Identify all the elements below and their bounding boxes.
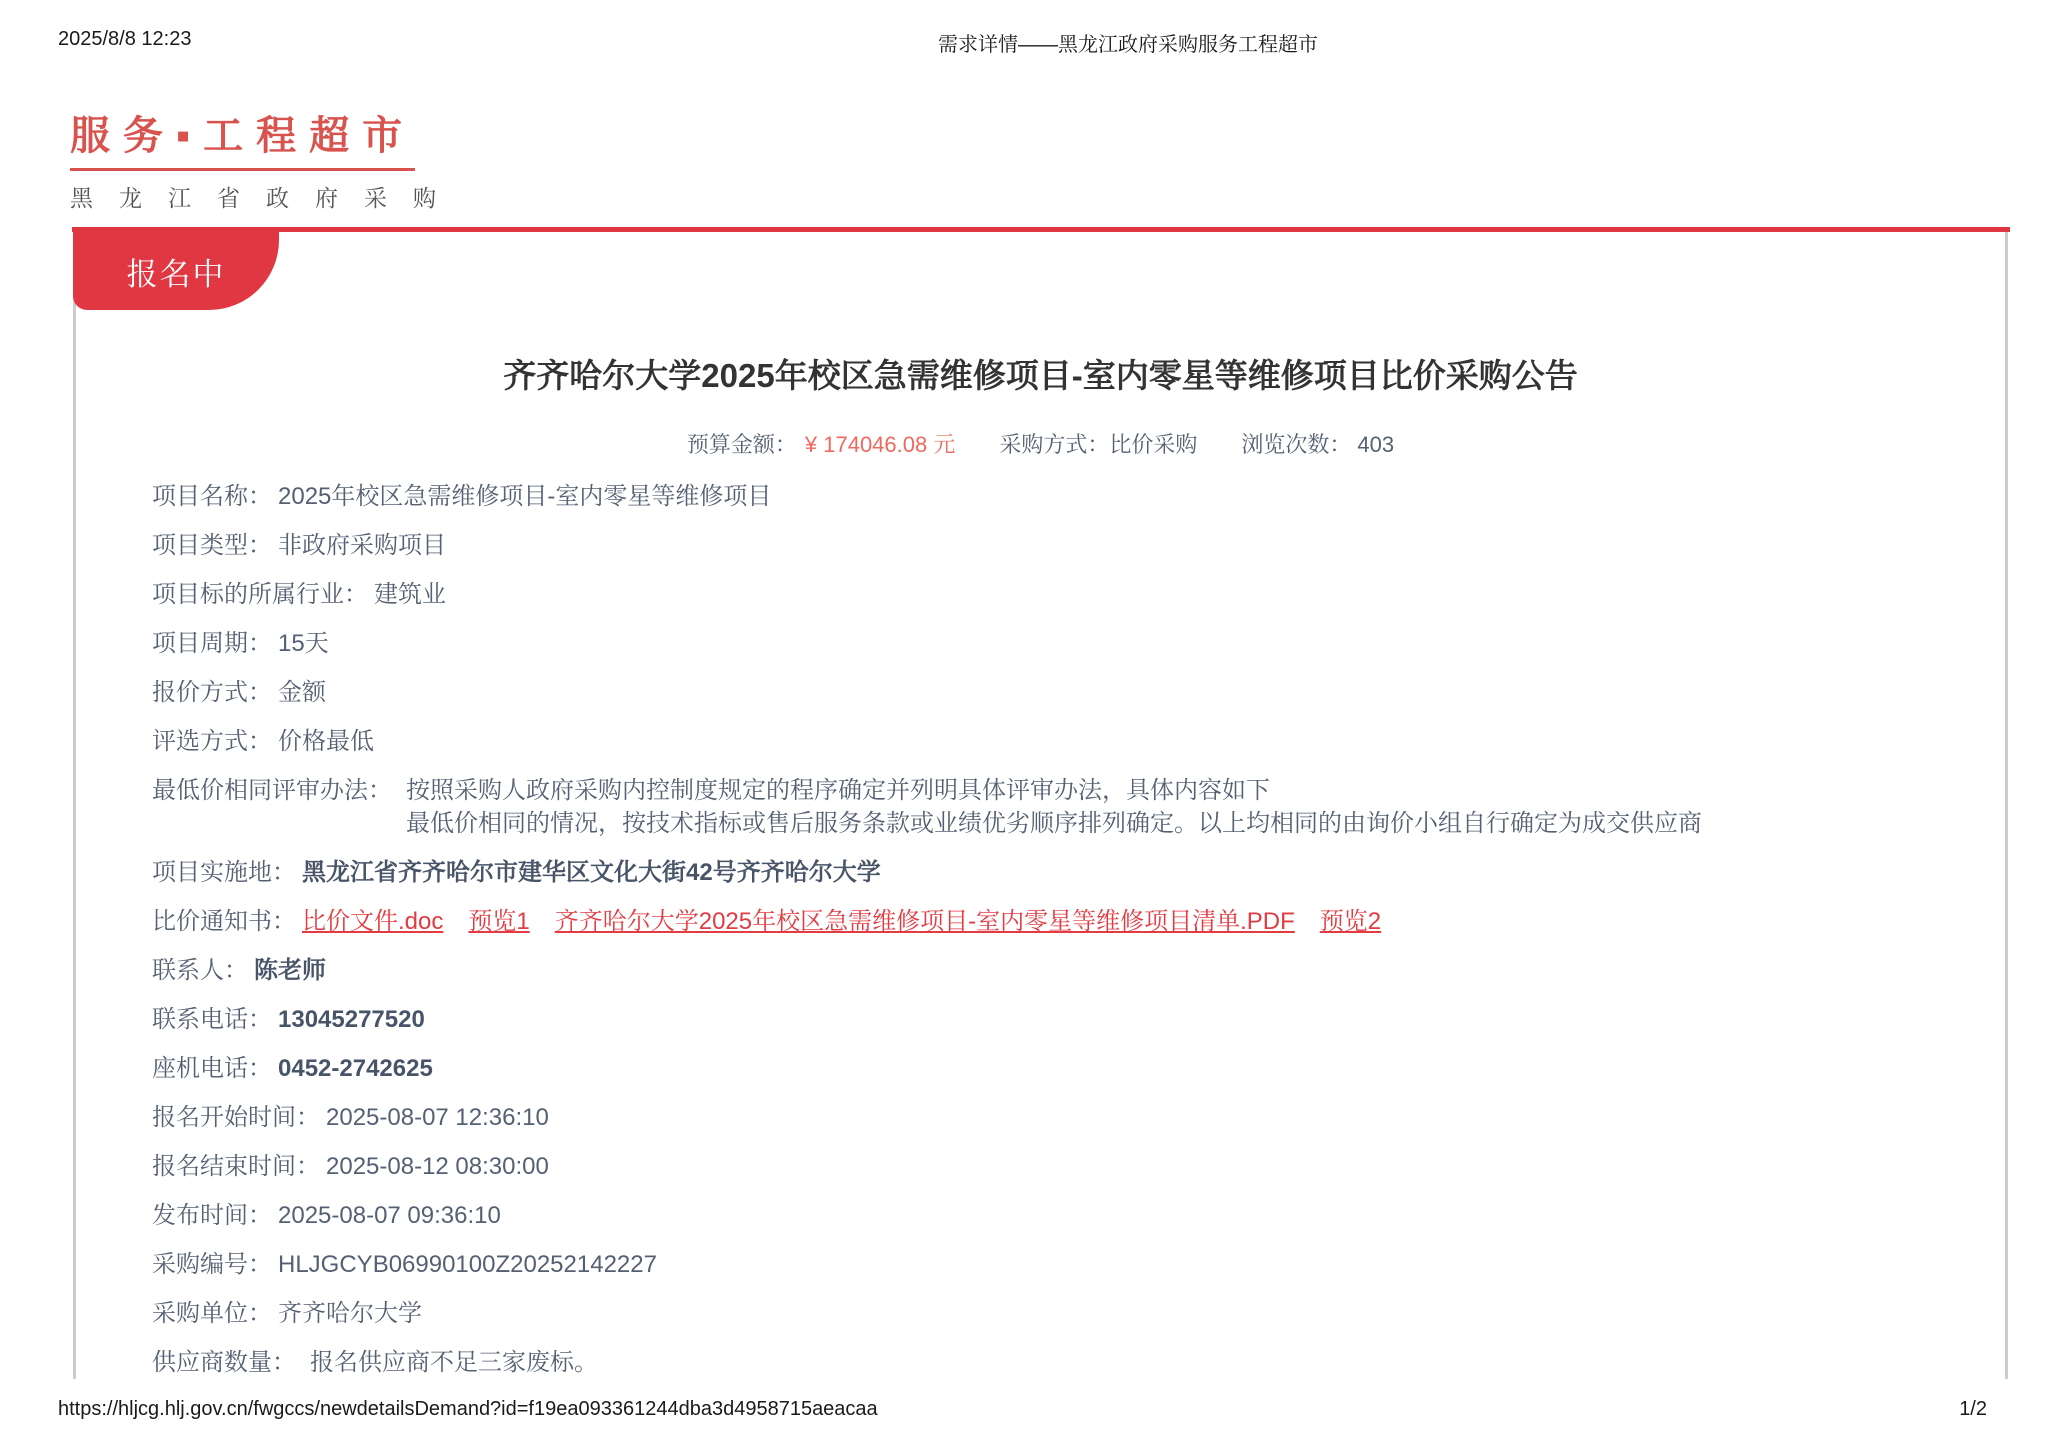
field-value-line: 按照采购人政府采购内控制度规定的程序确定并列明具体评审办法，具体内容如下 xyxy=(406,777,1270,804)
attachment-link[interactable]: 预览2 xyxy=(1319,908,1382,935)
field-label: 评选方式： xyxy=(152,728,272,755)
field-row xyxy=(152,725,1965,758)
method-label: 采购方式： xyxy=(999,432,1110,457)
field-value: 2025年校区急需维修项目-室内零星等维修项目 xyxy=(278,483,772,510)
field-label: 发布时间： xyxy=(152,1202,272,1229)
field-value: 价格最低 xyxy=(278,728,374,755)
field-label: 联系人： xyxy=(152,957,248,984)
field-value: 黑龙江省齐齐哈尔市建华区文化大街42号齐齐哈尔大学 xyxy=(302,859,881,886)
field-value-line: 最低价相同的情况，按技术指标或售后服务条款或业绩优劣顺序排列确定。以上均相同的由询价小组自行确定为成交供应商 xyxy=(406,810,1702,837)
field-value: 报名供应商不足三家废标。 xyxy=(310,1349,598,1376)
field-value: 非政府采购项目 xyxy=(278,532,446,559)
field-label: 采购单位： xyxy=(152,1300,272,1327)
field-label: 项目实施地： xyxy=(152,859,296,886)
site-logo-subtitle: 黑龙江省政府采购 xyxy=(70,185,462,211)
field-value: 2025-08-07 12:36:10 xyxy=(326,1104,549,1131)
site-logo xyxy=(70,104,462,213)
field-row xyxy=(152,529,1965,562)
field-row xyxy=(152,1101,1965,1134)
field-row xyxy=(152,1297,1965,1330)
field-row xyxy=(152,1052,1965,1085)
field-row xyxy=(152,905,1965,938)
fields-list xyxy=(152,480,1965,1395)
field-value: 2025-08-07 09:36:10 xyxy=(278,1202,501,1229)
field-label: 联系电话： xyxy=(152,1006,272,1033)
field-value: 齐齐哈尔大学 xyxy=(278,1300,422,1327)
print-footer-url: https://hljcg.hlj.gov.cn/fwgccs/newdetailsDemand?id=f19ea093361244dba3d4958715aeacaa xyxy=(58,1398,878,1420)
notice-title: 齐齐哈尔大学2025年校区急需维修项目-室内零星等维修项目比价采购公告 xyxy=(503,357,1578,394)
method-value: 比价采购 xyxy=(1109,432,1198,457)
field-value: 0452-2742625 xyxy=(278,1055,433,1082)
print-header-title: 需求详情——黑龙江政府采购服务工程超市 xyxy=(938,34,1318,56)
field-label: 项目名称： xyxy=(152,483,272,510)
status-badge-label: 报名中 xyxy=(126,256,226,292)
field-label: 采购编号： xyxy=(152,1251,272,1278)
views-value: 403 xyxy=(1357,432,1395,457)
field-row xyxy=(152,578,1965,611)
field-value: 金额 xyxy=(278,679,326,706)
field-value: HLJGCYB06990100Z20252142227 xyxy=(278,1251,657,1278)
field-label: 项目周期： xyxy=(152,630,272,657)
field-value: 15天 xyxy=(278,630,329,657)
field-label: 报名开始时间： xyxy=(152,1104,320,1131)
field-row xyxy=(152,1003,1965,1036)
views-label: 浏览次数： xyxy=(1241,432,1352,457)
field-label: 座机电话： xyxy=(152,1055,272,1082)
field-label: 项目类型： xyxy=(152,532,272,559)
print-page-number: 1/2 xyxy=(1959,1398,1987,1420)
field-row xyxy=(152,480,1965,513)
field-value xyxy=(406,774,1702,840)
field-value: 建筑业 xyxy=(374,581,446,608)
field-row xyxy=(152,774,1965,840)
field-label: 报名结束时间： xyxy=(152,1153,320,1180)
field-label: 供应商数量： xyxy=(152,1349,296,1376)
field-row xyxy=(152,676,1965,709)
budget-label: 预算金额： xyxy=(686,432,797,457)
field-value: 陈老师 xyxy=(254,957,326,984)
field-row xyxy=(152,1199,1965,1232)
field-value: 2025-08-12 08:30:00 xyxy=(326,1153,549,1180)
field-row xyxy=(152,627,1965,660)
field-row xyxy=(152,1346,1965,1379)
field-label: 报价方式： xyxy=(152,679,272,706)
field-label: 比价通知书： xyxy=(152,908,296,935)
field-value: 13045277520 xyxy=(278,1006,425,1033)
notice-meta-line xyxy=(76,428,2005,459)
attachment-link[interactable]: 比价文件.doc xyxy=(302,908,444,935)
print-datetime: 2025/8/8 12:23 xyxy=(58,28,192,50)
attachment-link[interactable]: 预览1 xyxy=(468,908,530,935)
field-row xyxy=(152,1248,1965,1281)
field-label: 最低价相同评审办法： xyxy=(152,777,392,804)
attachment-link[interactable]: 齐齐哈尔大学2025年校区急需维修项目-室内零星等维修项目清单.PDF xyxy=(554,908,1295,935)
field-row xyxy=(152,856,1965,889)
site-logo-main: 服务▪工程超市 xyxy=(70,104,415,171)
budget-amount: ¥ 174046.08 元 xyxy=(804,432,956,457)
notice-panel xyxy=(73,232,2008,1379)
field-label: 项目标的所属行业： xyxy=(152,581,368,608)
field-row xyxy=(152,1150,1965,1183)
field-links xyxy=(302,905,1406,938)
field-row xyxy=(152,954,1965,987)
